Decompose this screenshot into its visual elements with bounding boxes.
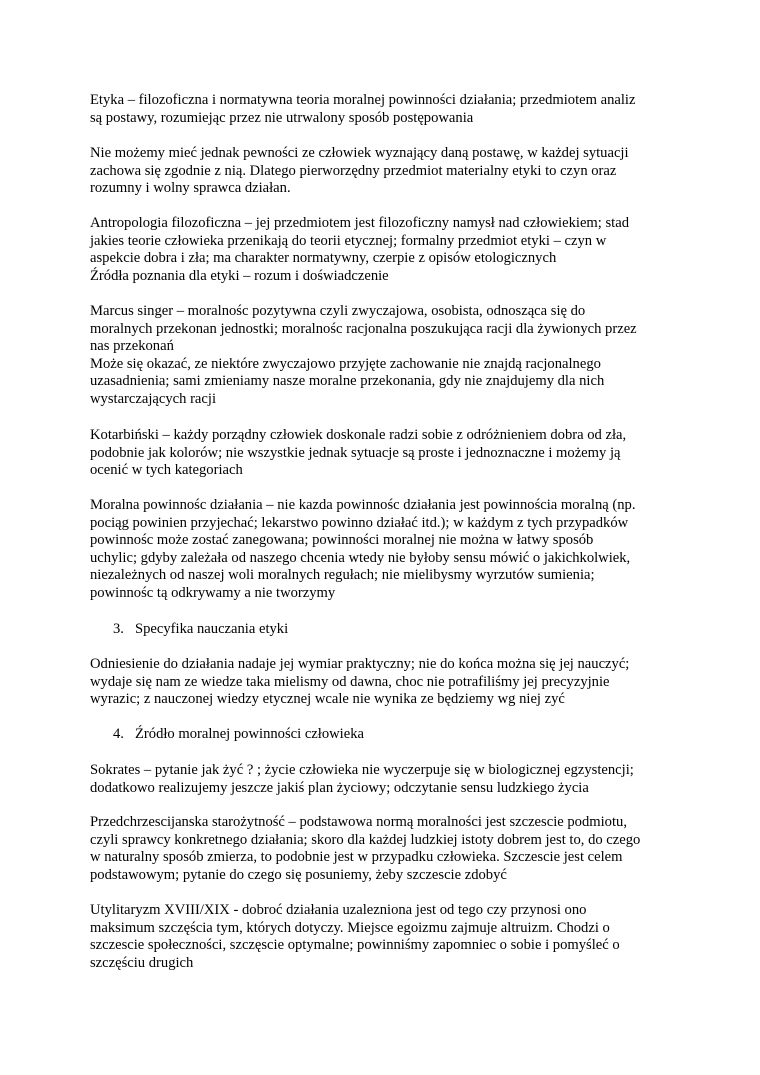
paragraph-starozytnosc <box>90 814 690 884</box>
text-line: niezależnych od naszej woli moralnych regułach; nie mielibysmy wyrzutów sumienia; <box>90 567 595 584</box>
text-line: uzasadnienia; sami zmieniamy nasze moralne przekonania, gdy nie znajdujemy dla nich <box>90 373 605 390</box>
text-line: uchylic; gdyby zależała od naszego chcenia wtedy nie byłoby sensu mówić o jakichkolwiek, <box>90 549 631 566</box>
text-line: nas przekonań <box>90 338 174 355</box>
text-line: Źródła poznania dla etyki – rozum i doświadczenie <box>90 267 389 284</box>
list-number: 4. <box>113 726 124 742</box>
text-line: maksimum szczęścia tym, których dotyczy. Miejsce egoizmu zajmuje altruizm. Chodzi o <box>90 919 610 936</box>
text-line: Moralna powinnośc działania – nie kazda powinnośc działania jest powinnościa moralną (np. <box>90 497 636 513</box>
text-line: Może się okazać, ze niektóre zwyczajowo przyjęte zachowanie nie znajdą racjonalnego <box>90 355 601 372</box>
text-line: zachowa się zgodnie z nią. Dlatego pierworzędny przedmiot materialny etyki to czyn oraz <box>90 162 617 179</box>
list-heading: Specyfika nauczania etyki <box>135 621 289 637</box>
text-line: szczescie społeczności, szczęscie optymalne; powinniśmy zapomniec o sobie i pomyśleć o <box>90 937 620 954</box>
text-line: Kotarbiński – każdy porządny człowiek doskonale radzi sobie z odróżnieniem dobra od zła, <box>90 427 627 443</box>
text-line: pociąg powinien przyjechać; lekarstwo powinno działać itd.); w każdym z tych przypadków <box>90 514 629 531</box>
text-line: Marcus singer – moralnośc pozytywna czyli zwyczajowa, osobista, odnosząca się do <box>90 303 586 319</box>
text-line: dodatkowo realizujemy jeszcze jakiś plan życiowy; odczytanie sensu ludzkiego życia <box>90 779 589 796</box>
text-line: czyli sprawcy konkretnego działania; skoro dla każdej ludzkiej istoty dobrem jest to, do czego <box>90 831 641 848</box>
text-line: powinnośc może zostać zanegowana; powinności moralnej nie można w łatwy sposób <box>90 532 594 549</box>
text-line: Odniesienie do działania nadaje jej wymiar praktyczny; nie do końca można się jej nauczyć; <box>90 656 630 672</box>
text-line: moralnych przekonan jednostki; moralnośc racjonalna poszukująca racji dla żywionych przez <box>90 320 637 337</box>
text-line: są postawy, rozumiejąc przez nie utrwalony sposób postępowania <box>90 109 474 126</box>
text-line: w naturalny sposób zmierza, to podobnie jest w przypadku człowieka. Szczescie jest celem <box>90 849 623 866</box>
text-line: Sokrates – pytanie jak żyć ? ; życie człowieka nie wyczerpuje się w biologicznej egzystencji; <box>90 762 634 778</box>
paragraph-nauczanie <box>90 656 690 709</box>
text-line: wyrazic; z nauczonej wiedzy etycznej wcale nie wynika ze będziemy wg niej zyć <box>90 691 565 708</box>
text-line: Antropologia filozoficzna – jej przedmiotem jest filozoficzny namysł nad człowiekiem; stad <box>90 215 629 231</box>
paragraph-powinnosc <box>90 497 690 603</box>
paragraph-etyka <box>90 92 690 127</box>
text-line: Utylitaryzm XVIII/XIX - dobroć działania uzalezniona jest od tego czy przynosi ono <box>90 902 587 918</box>
text-line: Przedchrzescijanska starożytność – podstawowa normą moralności jest szczescie podmiotu, <box>90 814 627 830</box>
text-line: wydaje się nam ze wiedze taka mielismy od dawna, choc nie potrafiliśmy jej precyzyjnie <box>90 673 610 690</box>
paragraph-singer <box>90 303 690 409</box>
list-number: 3. <box>113 621 124 637</box>
text-line: szczęściu drugich <box>90 954 194 971</box>
paragraph-antropologia <box>90 215 690 285</box>
paragraph-utylitaryzm <box>90 902 690 972</box>
text-line: Nie możemy mieć jednak pewności ze człowiek wyznający daną postawę, w każdej sytuacji <box>90 145 629 161</box>
text-line: ocenić w tych kategoriach <box>90 462 243 479</box>
paragraph-sokrates <box>90 762 690 797</box>
text-line: wystarczających racji <box>90 390 216 407</box>
text-line: aspekcie dobra i zła; ma charakter normatywny, czerpie z opisów etologicznych <box>90 250 557 267</box>
paragraph-kotarbinski <box>90 427 690 480</box>
text-line: podobnie jak kolorów; nie wszystkie jednak sytuacje są proste i jednoznaczne i możemy ją <box>90 444 621 461</box>
text-line: Etyka – filozoficzna i normatywna teoria moralnej powinności działania; przedmiotem analiz <box>90 92 636 108</box>
paragraph-pewnosc <box>90 145 690 198</box>
text-line: rozumny i wolny sprawca działan. <box>90 180 291 197</box>
text-line: podstawowym; pytanie do czego się posuniemy, żeby szczescie zdobyć <box>90 866 507 883</box>
list-heading: Źródło moralnej powinności człowieka <box>135 726 364 742</box>
text-line: jakies teorie człowieka przenikają do teorii etycznej; formalny przedmiot etyki – czyn w <box>90 232 607 249</box>
text-line: powinnośc tą odkrywamy a nie tworzymy <box>90 584 336 601</box>
